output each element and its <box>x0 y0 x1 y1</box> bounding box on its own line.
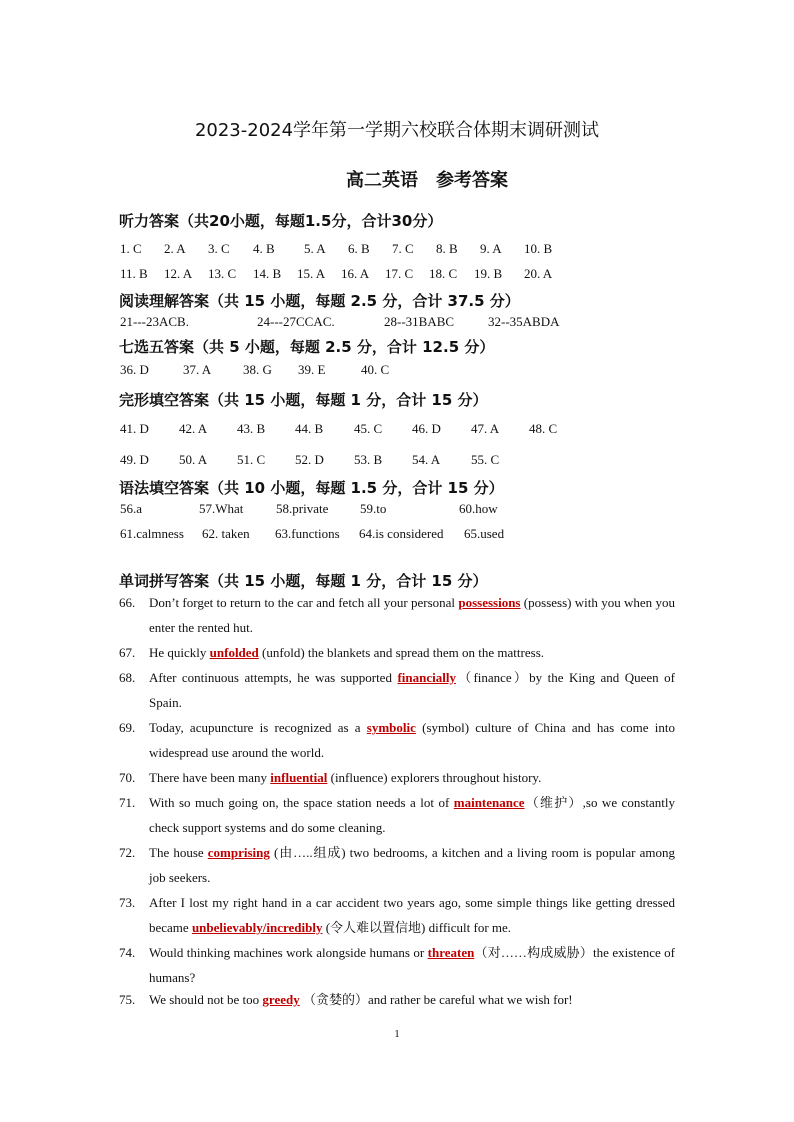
sentence-before: The house <box>149 845 208 860</box>
sentence-before: Today, acupuncture is recognized as a <box>149 720 367 735</box>
spelling-item <box>119 715 675 765</box>
grammar-answer: 60.how <box>459 501 498 516</box>
cloze-answer: 45. C <box>354 421 383 436</box>
spelling-item <box>119 590 675 640</box>
spelling-header: 单词拼写答案（共 15 小题，每题 1 分，合计 15 分） <box>119 572 488 590</box>
cloze-answer: 48. C <box>529 421 558 436</box>
sentence-before: We should not be too <box>149 992 263 1007</box>
listening-answer: 3. C <box>208 241 230 256</box>
grammar-answer: 58.private <box>276 501 329 516</box>
item-sentence <box>149 765 675 790</box>
grammar-answer: 59.to <box>360 501 387 516</box>
answer-word: unfolded <box>209 645 259 660</box>
answer-word: symbolic <box>366 720 416 735</box>
spelling-item <box>119 987 675 1012</box>
cloze-answer: 41. D <box>120 421 149 436</box>
cloze-answer: 50. A <box>179 452 208 467</box>
sentence-before: With so much going on, the space station needs a lot of <box>149 795 454 810</box>
grammar-answer: 64.is considered <box>359 526 444 541</box>
item-number: 71. <box>119 795 136 810</box>
sentence-after: (令人难以置信地) difficult for me. <box>322 920 512 935</box>
item-sentence <box>149 790 675 840</box>
listening-answer: 18. C <box>429 266 458 281</box>
listening-header: 听力答案（共20小题，每题1.5分，合计30分） <box>119 212 443 230</box>
reading-header: 阅读理解答案（共 15 小题，每题 2.5 分，合计 37.5 分） <box>119 292 520 310</box>
sentence-after: (unfold) the blankets and spread them on the mattress. <box>258 645 544 660</box>
reading-answer: 24---27CCAC. <box>257 314 335 329</box>
cloze-answer: 53. B <box>354 452 383 467</box>
listening-answer: 4. B <box>253 241 275 256</box>
answer-word: influential <box>270 770 328 785</box>
grammar-answer: 65.used <box>464 526 505 541</box>
listening-answer: 16. A <box>341 266 370 281</box>
seven-answer: 38. G <box>243 362 272 377</box>
item-sentence <box>149 640 675 665</box>
spelling-item <box>119 640 675 665</box>
cloze-answer: 52. D <box>295 452 324 467</box>
cloze-answer: 55. C <box>471 452 500 467</box>
listening-answer: 5. A <box>304 241 326 256</box>
listening-answer: 15. A <box>297 266 326 281</box>
spelling-item <box>119 890 675 940</box>
seven-answer: 39. E <box>298 362 326 377</box>
answer-word: financially <box>397 670 456 685</box>
sentence-after: (influence) explorers throughout history. <box>327 770 542 785</box>
listening-answer: 19. B <box>474 266 503 281</box>
sentence-after: (possess) with you when you enter the rented hut. <box>149 595 676 635</box>
grammar-answer: 61.calmness <box>120 526 184 541</box>
listening-answer: 20. A <box>524 266 553 281</box>
listening-answer: 14. B <box>253 266 282 281</box>
sentence-before: Don’t forget to return to the car and fetch all your personal <box>149 595 459 610</box>
sentence-after: （对……构成威胁）the existence of humans? <box>149 945 675 985</box>
grammar-answer: 56.a <box>120 501 143 516</box>
item-sentence <box>149 665 675 715</box>
spelling-item <box>119 940 675 990</box>
cloze-answer: 49. D <box>120 452 149 467</box>
item-number: 73. <box>119 895 136 910</box>
sentence-after: （finance）by the King and Queen of Spain. <box>149 670 675 710</box>
spelling-item <box>119 790 675 840</box>
listening-answer: 8. B <box>436 241 458 256</box>
item-number: 66. <box>119 595 136 610</box>
listening-answer: 11. B <box>120 266 148 281</box>
answer-word: greedy <box>262 992 300 1007</box>
listening-answer: 10. B <box>524 241 553 256</box>
item-sentence <box>149 890 675 940</box>
answer-word: unbelievably/incredibly <box>191 920 323 935</box>
item-number: 67. <box>119 645 136 660</box>
seven-answer: 36. D <box>120 362 149 377</box>
document-subtitle: 高二英语 参考答案 <box>346 170 508 191</box>
item-number: 72. <box>119 845 136 860</box>
reading-answer: 21---23ACB. <box>120 314 189 329</box>
page-number: 1 <box>394 1028 400 1040</box>
grammar-header: 语法填空答案（共 10 小题，每题 1.5 分，合计 15 分） <box>119 479 504 497</box>
listening-answer: 12. A <box>164 266 193 281</box>
answer-word: possessions <box>458 595 521 610</box>
sentence-before: There have been many <box>149 770 271 785</box>
sentence-after: （贪婪的）and rather be careful what we wish for! <box>299 992 573 1007</box>
listening-answer: 9. A <box>480 241 502 256</box>
grammar-answer: 63.functions <box>275 526 340 541</box>
grammar-answer: 62. taken <box>202 526 250 541</box>
reading-answer: 28--31BABC <box>384 314 455 329</box>
answer-word: maintenance <box>453 795 525 810</box>
cloze-header: 完形填空答案（共 15 小题，每题 1 分，合计 15 分） <box>119 391 488 409</box>
seven-answer: 37. A <box>183 362 212 377</box>
sentence-after: (由…..组成) two bedrooms, a kitchen and a living room is popular among job seekers. <box>149 845 675 885</box>
cloze-answer: 51. C <box>237 452 266 467</box>
item-number: 74. <box>119 945 136 960</box>
item-number: 75. <box>119 992 136 1007</box>
seven-answer: 40. C <box>361 362 390 377</box>
sentence-after: （维护）,so we constantly check support systems and do some cleaning. <box>149 795 675 835</box>
sentence-before: He quickly <box>149 645 210 660</box>
listening-answer: 6. B <box>348 241 370 256</box>
item-number: 68. <box>119 670 136 685</box>
item-sentence <box>149 987 675 1012</box>
listening-answer: 2. A <box>164 241 186 256</box>
cloze-answer: 43. B <box>237 421 266 436</box>
item-sentence <box>149 590 675 640</box>
spelling-item <box>119 840 675 890</box>
item-sentence <box>149 840 675 890</box>
cloze-answer: 54. A <box>412 452 441 467</box>
item-number: 69. <box>119 720 136 735</box>
answer-word: comprising <box>207 845 270 860</box>
sentence-after: (symbol) culture of China and has come into widespread use around the world. <box>149 720 675 760</box>
sentence-before: Would thinking machines work alongside humans or <box>149 945 428 960</box>
cloze-answer: 46. D <box>412 421 441 436</box>
document-title: 2023-2024学年第一学期六校联合体期末调研测试 <box>194 120 600 141</box>
reading-answer: 32--35ABDA <box>488 314 560 329</box>
seven-choose-five-header: 七选五答案（共 5 小题，每题 2.5 分，合计 12.5 分） <box>119 338 495 356</box>
sentence-before: After I lost my right hand in a car accident two years ago, some simple things like getting dressed became <box>149 895 675 935</box>
listening-answer: 17. C <box>385 266 414 281</box>
spelling-item <box>119 765 675 790</box>
listening-answer: 7. C <box>392 241 414 256</box>
cloze-answer: 44. B <box>295 421 324 436</box>
item-sentence <box>149 715 675 765</box>
item-number: 70. <box>119 770 136 785</box>
cloze-answer: 42. A <box>179 421 208 436</box>
cloze-answer: 47. A <box>471 421 500 436</box>
spelling-item <box>119 665 675 715</box>
listening-answer: 13. C <box>208 266 237 281</box>
item-sentence <box>149 940 675 990</box>
sentence-before: After continuous attempts, he was supported <box>149 670 398 685</box>
grammar-answer: 57.What <box>199 501 244 516</box>
listening-answer: 1. C <box>120 241 142 256</box>
answer-word: threaten <box>427 945 475 960</box>
